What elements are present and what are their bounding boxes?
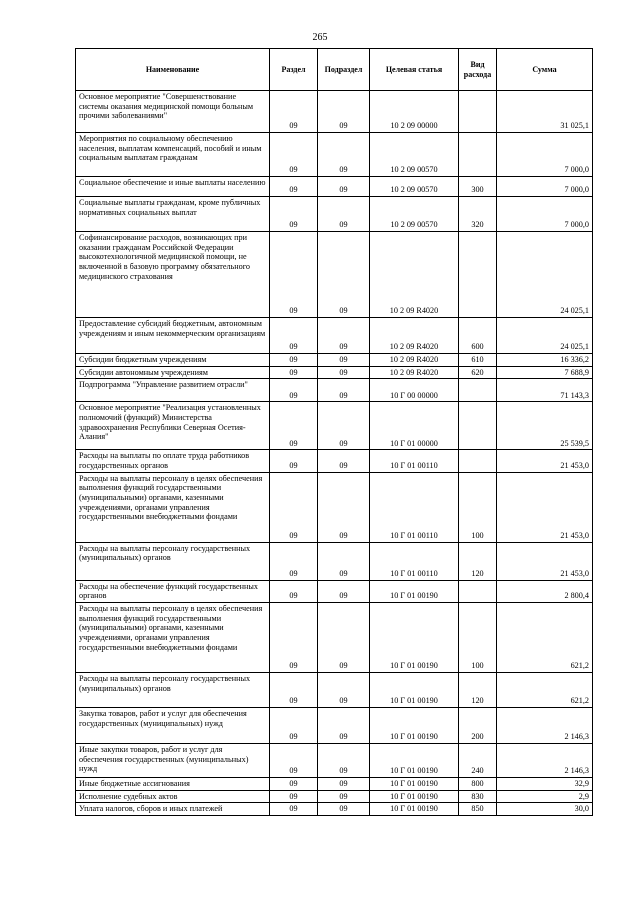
row-article: 10 2 09 00000: [370, 91, 459, 133]
row-razdel: 09: [270, 318, 318, 354]
row-article: 10 Г 01 00190: [370, 778, 459, 791]
table-row: [76, 603, 593, 673]
row-name: Расходы на выплаты персоналу в целях обеспечения выполнения функций государственными (муниципальными) органами, казенными учреждениями, органами управления государственными внебюджетными фондами: [76, 603, 270, 673]
table-row: [76, 366, 593, 379]
row-name: Основное мероприятие "Совершенствование системы оказания медицинской помощи больным прочими заболеваниями": [76, 91, 270, 133]
table-row: [76, 379, 593, 402]
row-sum: 21 453,0: [497, 450, 593, 472]
row-razdel: 09: [270, 790, 318, 803]
row-vid: [459, 133, 497, 177]
row-vid: [459, 379, 497, 402]
row-podrazdel: 09: [318, 744, 370, 778]
row-vid: 240: [459, 744, 497, 778]
row-article: 10 Г 01 00190: [370, 708, 459, 744]
row-podrazdel: 09: [318, 673, 370, 708]
row-sum: 7 000,0: [497, 177, 593, 197]
row-razdel: 09: [270, 354, 318, 367]
table-row: [76, 708, 593, 744]
table-row: [76, 91, 593, 133]
row-sum: 2 800,4: [497, 580, 593, 602]
row-sum: 621,2: [497, 673, 593, 708]
row-vid: [459, 91, 497, 133]
header-razdel: Раздел: [270, 49, 318, 91]
row-name: Предоставление субсидий бюджетным, автономным учреждениям и иным некоммерческим организациям: [76, 318, 270, 354]
row-vid: 600: [459, 318, 497, 354]
row-sum: 16 336,2: [497, 354, 593, 367]
row-vid: 800: [459, 778, 497, 791]
table-row: [76, 232, 593, 318]
row-name: Субсидии автономным учреждениям: [76, 366, 270, 379]
row-vid: 610: [459, 354, 497, 367]
row-sum: 21 453,0: [497, 472, 593, 542]
row-razdel: 09: [270, 177, 318, 197]
row-podrazdel: 09: [318, 542, 370, 580]
row-razdel: 09: [270, 580, 318, 602]
row-sum: 7 000,0: [497, 133, 593, 177]
row-podrazdel: 09: [318, 778, 370, 791]
row-article: 10 Г 01 00190: [370, 603, 459, 673]
row-name: Расходы на обеспечение функций государственных органов: [76, 580, 270, 602]
table-row: [76, 778, 593, 791]
table-row: [76, 197, 593, 232]
row-podrazdel: 09: [318, 603, 370, 673]
row-name: Расходы на выплаты персоналу государственных (муниципальных) органов: [76, 673, 270, 708]
budget-table: [75, 48, 593, 816]
row-sum: 32,9: [497, 778, 593, 791]
row-name: Иные бюджетные ассигнования: [76, 778, 270, 791]
table-row: [76, 177, 593, 197]
row-article: 10 2 09 R4020: [370, 354, 459, 367]
row-vid: 100: [459, 472, 497, 542]
row-podrazdel: 09: [318, 803, 370, 816]
row-podrazdel: 09: [318, 133, 370, 177]
row-article: 10 2 09 00570: [370, 133, 459, 177]
row-sum: 31 025,1: [497, 91, 593, 133]
row-podrazdel: 09: [318, 379, 370, 402]
row-vid: 120: [459, 542, 497, 580]
row-razdel: 09: [270, 708, 318, 744]
row-razdel: 09: [270, 542, 318, 580]
row-sum: 621,2: [497, 603, 593, 673]
row-razdel: 09: [270, 472, 318, 542]
row-article: 10 Г 01 00190: [370, 790, 459, 803]
row-name: Подпрограмма "Управление развитием отрасли": [76, 379, 270, 402]
table-row: [76, 673, 593, 708]
row-name: Уплата налогов, сборов и иных платежей: [76, 803, 270, 816]
row-sum: 2 146,3: [497, 708, 593, 744]
table-row: [76, 402, 593, 450]
row-article: 10 Г 01 00190: [370, 673, 459, 708]
row-vid: 620: [459, 366, 497, 379]
table-row: [76, 542, 593, 580]
row-name: Расходы на выплаты по оплате труда работников государственных органов: [76, 450, 270, 472]
row-sum: 7 688,9: [497, 366, 593, 379]
row-razdel: 09: [270, 450, 318, 472]
row-podrazdel: 09: [318, 318, 370, 354]
row-article: 10 Г 01 00000: [370, 402, 459, 450]
row-article: 10 Г 01 00190: [370, 580, 459, 602]
row-name: Расходы на выплаты персоналу в целях обеспечения выполнения функций государственными (муниципальными) органами, казенными учреждениями, органами управления государственными внебюджетными фондами: [76, 472, 270, 542]
row-name: Социальные выплаты гражданам, кроме публичных нормативных социальных выплат: [76, 197, 270, 232]
row-podrazdel: 09: [318, 91, 370, 133]
row-podrazdel: 09: [318, 402, 370, 450]
row-podrazdel: 09: [318, 366, 370, 379]
table-header-row: [76, 49, 593, 91]
row-podrazdel: 09: [318, 472, 370, 542]
row-name: Субсидии бюджетным учреждениям: [76, 354, 270, 367]
header-name: Наименование: [76, 49, 270, 91]
row-vid: 850: [459, 803, 497, 816]
row-vid: [459, 402, 497, 450]
row-vid: 300: [459, 177, 497, 197]
row-article: 10 2 09 R4020: [370, 366, 459, 379]
header-vid: Вид расхода: [459, 49, 497, 91]
row-sum: 2 146,3: [497, 744, 593, 778]
row-vid: 100: [459, 603, 497, 673]
row-sum: 30,0: [497, 803, 593, 816]
row-name: Основное мероприятие "Реализация установленных полномочий (функций) Министерства здравоохранения Республики Северная Осетия-Алания": [76, 402, 270, 450]
table-row: [76, 790, 593, 803]
row-article: 10 Г 01 00190: [370, 744, 459, 778]
row-vid: 120: [459, 673, 497, 708]
row-sum: 24 025,1: [497, 318, 593, 354]
row-podrazdel: 09: [318, 450, 370, 472]
row-name: Иные закупки товаров, работ и услуг для обеспечения государственных (муниципальных) нужд: [76, 744, 270, 778]
table-row: [76, 318, 593, 354]
table-row: [76, 450, 593, 472]
header-sum: Сумма: [497, 49, 593, 91]
row-razdel: 09: [270, 197, 318, 232]
table-row: [76, 133, 593, 177]
row-article: 10 Г 00 00000: [370, 379, 459, 402]
row-vid: [459, 580, 497, 602]
row-vid: 830: [459, 790, 497, 803]
row-razdel: 09: [270, 379, 318, 402]
row-article: 10 2 09 R4020: [370, 232, 459, 318]
row-vid: 320: [459, 197, 497, 232]
header-podrazdel: Подраздел: [318, 49, 370, 91]
row-vid: [459, 450, 497, 472]
row-sum: 71 143,3: [497, 379, 593, 402]
row-podrazdel: 09: [318, 790, 370, 803]
row-article: 10 Г 01 00110: [370, 450, 459, 472]
row-podrazdel: 09: [318, 197, 370, 232]
row-razdel: 09: [270, 803, 318, 816]
row-name: Исполнение судебных актов: [76, 790, 270, 803]
row-name: Закупка товаров, работ и услуг для обеспечения государственных (муниципальных) нужд: [76, 708, 270, 744]
row-name: Расходы на выплаты персоналу государственных (муниципальных) органов: [76, 542, 270, 580]
table-row: [76, 354, 593, 367]
row-razdel: 09: [270, 744, 318, 778]
row-vid: [459, 232, 497, 318]
row-razdel: 09: [270, 232, 318, 318]
row-sum: 25 539,5: [497, 402, 593, 450]
row-razdel: 09: [270, 366, 318, 379]
row-name: Софинансирование расходов, возникающих при оказании гражданам Российской Федерации высокотехнологичной медицинской помощи, не включенной в базовую программу обязательного медицинского страхования: [76, 232, 270, 318]
row-razdel: 09: [270, 778, 318, 791]
row-name: Мероприятия по социальному обеспечению населения, выплатам компенсаций, пособий и иным социальным выплатам гражданам: [76, 133, 270, 177]
table-row: [76, 472, 593, 542]
row-razdel: 09: [270, 91, 318, 133]
page-number: 265: [312, 32, 328, 43]
row-article: 10 2 09 R4020: [370, 318, 459, 354]
row-sum: 7 000,0: [497, 197, 593, 232]
row-sum: 21 453,0: [497, 542, 593, 580]
row-vid: 200: [459, 708, 497, 744]
row-razdel: 09: [270, 133, 318, 177]
row-article: 10 Г 01 00110: [370, 472, 459, 542]
row-podrazdel: 09: [318, 232, 370, 318]
row-name: Социальное обеспечение и иные выплаты населению: [76, 177, 270, 197]
row-podrazdel: 09: [318, 177, 370, 197]
row-razdel: 09: [270, 603, 318, 673]
table-row: [76, 803, 593, 816]
row-podrazdel: 09: [318, 708, 370, 744]
row-razdel: 09: [270, 402, 318, 450]
header-article: Целевая статья: [370, 49, 459, 91]
row-podrazdel: 09: [318, 354, 370, 367]
row-sum: 24 025,1: [497, 232, 593, 318]
row-article: 10 Г 01 00190: [370, 803, 459, 816]
row-article: 10 2 09 00570: [370, 177, 459, 197]
row-razdel: 09: [270, 673, 318, 708]
row-sum: 2,9: [497, 790, 593, 803]
row-article: 10 2 09 00570: [370, 197, 459, 232]
row-article: 10 Г 01 00110: [370, 542, 459, 580]
row-podrazdel: 09: [318, 580, 370, 602]
table-row: [76, 580, 593, 602]
table-row: [76, 744, 593, 778]
